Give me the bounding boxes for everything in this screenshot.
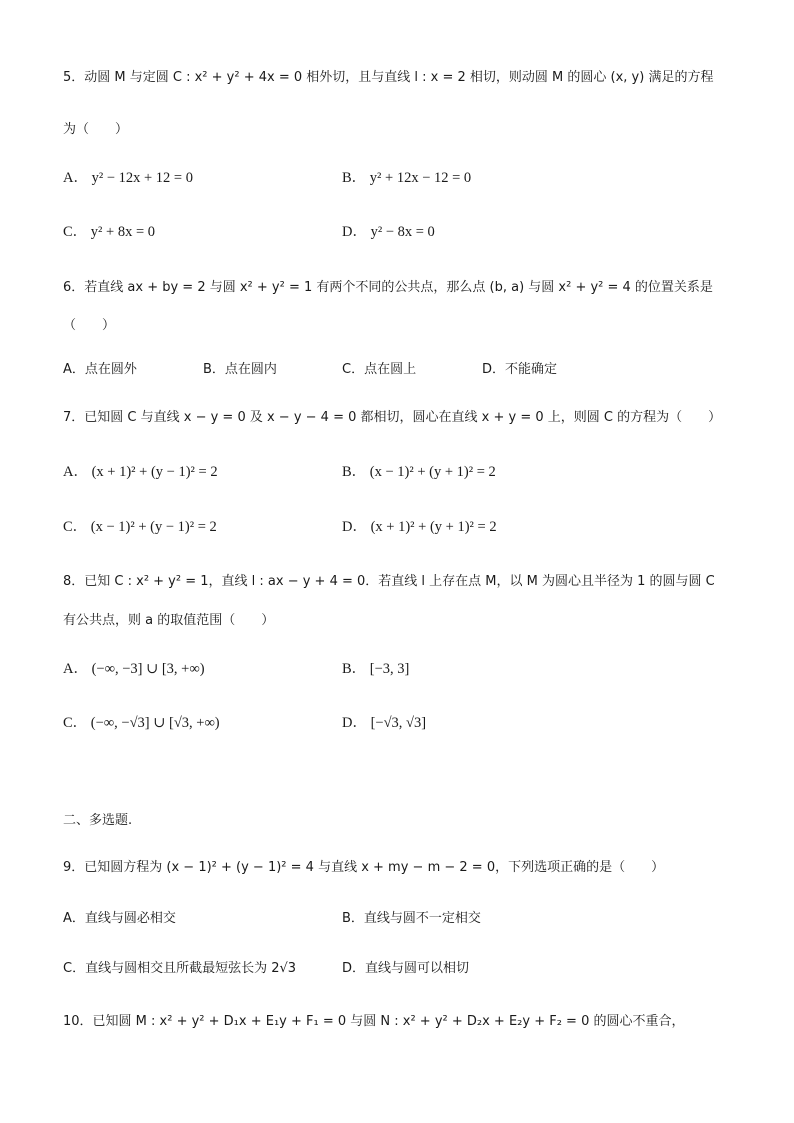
q6-option-c: C．点在圆上 <box>342 362 417 377</box>
q9-option-a: A．直线与圆必相交 <box>63 911 176 926</box>
q6-stem-line1: 6．若直线 ax + by = 2 与圆 x² + y² = 1 有两个不同的公共点，那么点 (b, a) 与圆 x² + y² = 4 的位置关系是 <box>63 280 713 295</box>
q8-stem-line1: 8．已知 C : x² + y² = 1，直线 l : ax − y + 4 = 0．若直线 l 上存在点 M，以 M 为圆心且半径为 1 的圆与圆 C <box>63 574 715 589</box>
q6-option-b: B．点在圆内 <box>203 362 277 377</box>
q9-option-c: C．直线与圆相交且所截最短弦长为 2√3 <box>63 961 297 976</box>
q10-stem: 10．已知圆 M : x² + y² + D₁x + E₁y + F₁ = 0 与圆 N : x² + y² + D₂x + E₂y + F₂ = 0 的圆心不重合， <box>63 1014 685 1029</box>
q6-option-a: A．点在圆外 <box>63 362 137 377</box>
q5-option-b: B． y² + 12x − 12 = 0 <box>342 170 472 186</box>
q8-option-d: D． [−√3, √3] <box>342 715 427 731</box>
q5-stem-line2: 为（ ） <box>63 122 129 137</box>
q5-option-c: C． y² + 8x = 0 <box>63 224 155 240</box>
q5-stem-line1: 5．动圆 M 与定圆 C : x² + y² + 4x = 0 相外切，且与直线 l : x = 2 相切，则动圆 M 的圆心 (x, y) 满足的方程 <box>63 70 714 85</box>
q9-stem: 9．已知圆方程为 (x − 1)² + (y − 1)² = 4 与直线 x + my − m − 2 = 0，下列选项正确的是（ ） <box>63 860 665 875</box>
q8-stem-line2: 有公共点，则 a 的取值范围（ ） <box>63 613 275 628</box>
q7-option-c: C． (x − 1)² + (y − 1)² = 2 <box>63 519 217 535</box>
q7-stem: 7．已知圆 C 与直线 x − y = 0 及 x − y − 4 = 0 都相切，圆心在直线 x + y = 0 上，则圆 C 的方程为（ ） <box>63 410 722 425</box>
q7-option-d: D． (x + 1)² + (y + 1)² = 2 <box>342 519 497 535</box>
q8-option-a: A． (−∞, −3] ∪ [3, +∞) <box>63 661 205 677</box>
q8-option-b: B． [−3, 3] <box>342 661 410 677</box>
q9-option-b: B．直线与圆不一定相交 <box>342 911 481 926</box>
q6-stem-line2: （ ） <box>63 318 116 333</box>
q7-option-a: A． (x + 1)² + (y − 1)² = 2 <box>63 464 218 480</box>
section-title-multiple-choice: 二、多选题. <box>63 813 133 828</box>
q6-option-d: D．不能确定 <box>482 362 558 377</box>
q9-option-d: D．直线与圆可以相切 <box>342 961 470 976</box>
q5-option-d: D． y² − 8x = 0 <box>342 224 435 240</box>
q5-option-a: A． y² − 12x + 12 = 0 <box>63 170 193 186</box>
q8-option-c: C． (−∞, −√3] ∪ [√3, +∞) <box>63 715 220 731</box>
q7-option-b: B． (x − 1)² + (y + 1)² = 2 <box>342 464 496 480</box>
